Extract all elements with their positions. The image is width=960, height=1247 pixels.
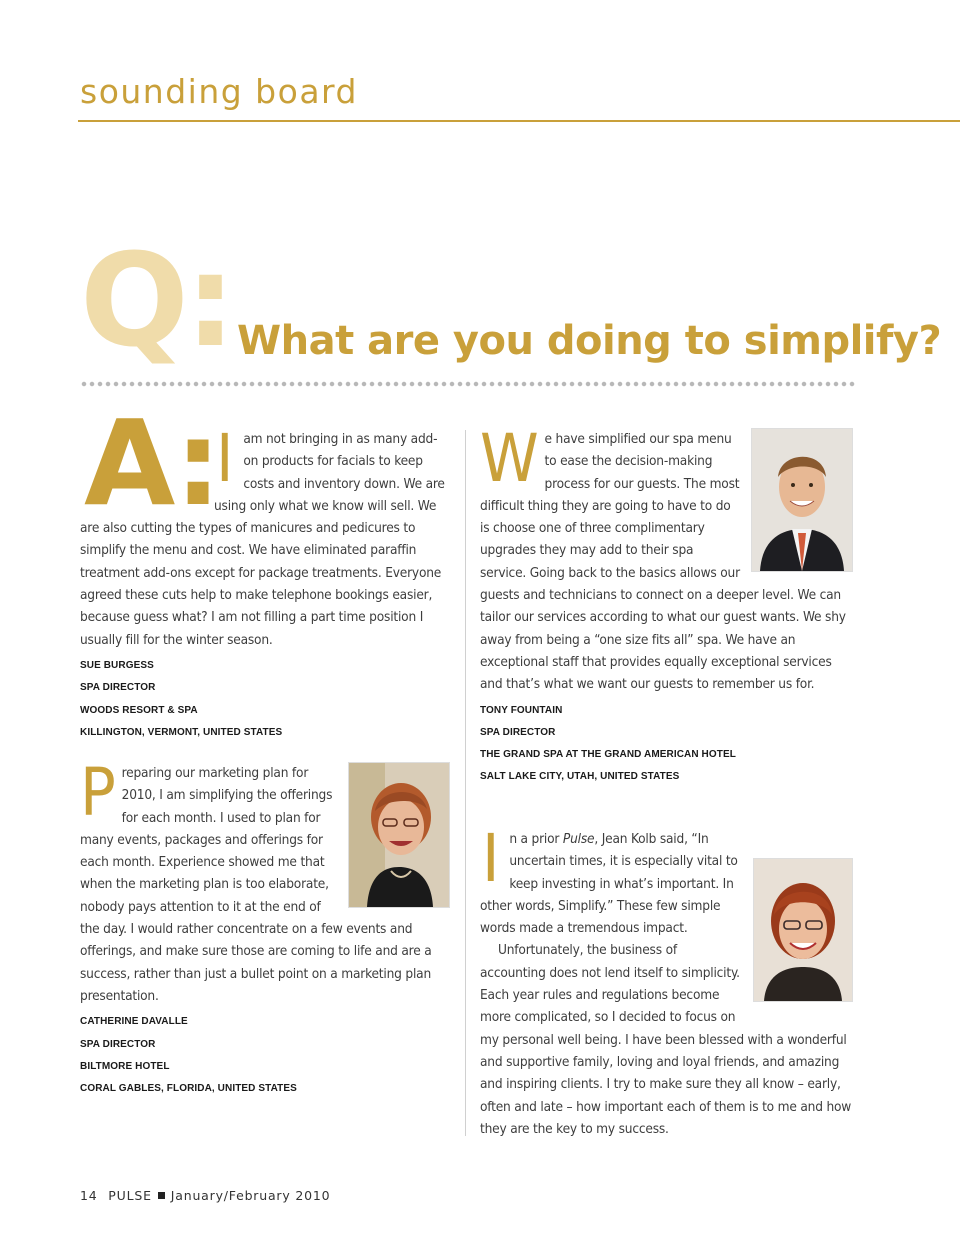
respondent-company: THE GRAND SPA AT THE GRAND AMERICAN HOTEL bbox=[480, 749, 736, 761]
page-number: 14 bbox=[80, 1188, 98, 1203]
portrait-photo bbox=[753, 858, 853, 1002]
answer-1-body: am not bringing in as many add-on products for facials to keep costs and inventory down. We are using only what we know will sell. We are also cutting the types of manicures and pedicures to simplify the menu and cost. We have eliminated paraffin treatment add-ons except for package treatments. Everyone agreed these cuts help to make telephone bookings easier, because guess what? I am not filling a part time position I usually fill for the winter season. bbox=[80, 431, 445, 648]
question-marker: Q: bbox=[80, 227, 232, 376]
dropcap: P bbox=[80, 754, 116, 831]
publication-title: PULSE bbox=[108, 1188, 152, 1203]
publication-name: Pulse bbox=[562, 831, 595, 847]
respondent-location: SALT LAKE CITY, UTAH, UNITED STATES bbox=[480, 771, 680, 783]
issue-date: January/February 2010 bbox=[170, 1188, 331, 1203]
section-title: sounding board bbox=[80, 72, 358, 111]
answer-4-body-post: , Jean Kolb said, “In uncertain times, it is especially vital to keep investing in what’s important. In other words, Simplify.” These few simple words made a tremendous impact. bbox=[480, 831, 738, 937]
answer-4-body-pre: n a prior bbox=[509, 831, 563, 847]
answer-3-byline bbox=[480, 700, 853, 789]
respondent-company: BILTMORE HOTEL bbox=[80, 1060, 170, 1072]
question-heading: What are you doing to simplify? bbox=[237, 318, 942, 364]
respondent-name: CATHERINE DAVALLE bbox=[80, 1016, 188, 1028]
answer-2-byline bbox=[80, 1011, 450, 1100]
header-rule bbox=[78, 120, 960, 122]
answer-4 bbox=[480, 820, 853, 1140]
answer-marker-spacer bbox=[80, 428, 214, 514]
dropcap: I bbox=[216, 420, 234, 497]
answer-2 bbox=[80, 754, 450, 1100]
dropcap: W bbox=[480, 420, 539, 497]
page-footer bbox=[80, 1188, 330, 1203]
respondent-name: SUE BURGESS bbox=[80, 659, 154, 671]
answer-marker: A: bbox=[84, 394, 219, 532]
respondent-company: WOODS RESORT & SPA bbox=[80, 704, 198, 716]
square-bullet-icon bbox=[158, 1192, 165, 1199]
answer-2-body: reparing our marketing plan for 2010, I am simplifying the offerings for each month. I used to plan for many events, packages and offerings for each month. Experience showed me that when the marketing plan is too elaborate, nobody pays attention to it at the end of the day. I would rather concentrate on a few events and offerings, and make sure those are coming to life and are a success, rather than just a bullet point on a marketing plan presentation. bbox=[80, 765, 432, 1004]
respondent-location: CORAL GABLES, FLORIDA, UNITED STATES bbox=[80, 1083, 297, 1095]
respondent-name: TONY FOUNTAIN bbox=[480, 704, 563, 716]
dotted-separator bbox=[80, 380, 856, 388]
answer-1 bbox=[80, 420, 450, 744]
respondent-title: SPA DIRECTOR bbox=[80, 682, 156, 694]
column-divider bbox=[465, 430, 466, 1136]
respondent-location: KILLINGTON, VERMONT, UNITED STATES bbox=[80, 726, 283, 738]
portrait-photo bbox=[348, 762, 450, 908]
answer-4-second-paragraph: Unfortunately, the business of accounting does not lend itself to simplicity. Each year rules and regulations become more complicated, so I decided to focus on my personal well being. I have been blessed with a wonderful and supportive family, loving and loyal friends, and amazing and inspiring clients. I try to make sure they all know – early, often and late – how important each of them is to me and how they are the key to my success. bbox=[480, 942, 852, 1137]
respondent-title: SPA DIRECTOR bbox=[80, 1038, 156, 1050]
respondent-title: SPA DIRECTOR bbox=[480, 726, 556, 738]
answer-1-byline bbox=[80, 655, 450, 744]
dropcap: I bbox=[482, 820, 500, 897]
answer-3 bbox=[480, 420, 853, 789]
answer-3-body: e have simplified our spa menu to ease the decision-making process for our guests. The most difficult thing they are going to have to do is choose one of three complimentary upgrades they may add to their spa service. Going back to the basics allows our guests and technicians to connect on a deeper level. We can tailor our services according to what our guest wants. We shy away from being a “one size fits all” spa. We have an exceptional staff that provides equally exceptional services and that’s what we want our guests to remember us for. bbox=[480, 431, 846, 693]
portrait-photo bbox=[751, 428, 853, 572]
